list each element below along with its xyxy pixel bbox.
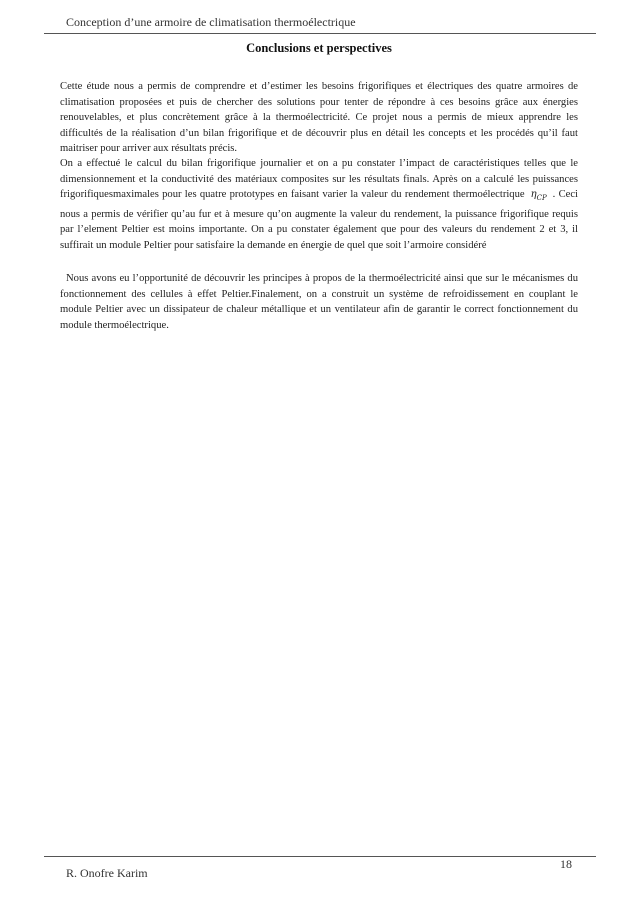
paragraph-2-text-before: On a effectué le calcul du bilan frigorifique journalier et on a pu constater l’impact de caractéristiques telles que le dimensionnement et la conductivité des matériaux composites sur les résultats finals. Après on a calculé les puissances frigorifiquesmaximales pour les quatre prototypes en faisant varier la valeur du rendement thermoélectrique bbox=[60, 158, 578, 201]
paragraph-1: Cette étude nous a permis de comprendre et d’estimer les besoins frigorifiques et électriques des quatre armoires de climatisation proposées et puis de chercher des solutions pour tenter de répondre à ces besoins grâce aux énergies renouvelables, et plus concrètement grâce à la thermoélectricité. Ce projet nous a permis de mieux apprendre les difficultés de la réalisation d’un bilan frigorifique et de découvrir plus en détail les concepts et les procédés qu’il faut maitriser pour arriver aux résultats précis. bbox=[60, 81, 578, 155]
page-number: 18 bbox=[560, 857, 572, 871]
efficiency-symbol-subscript: CP bbox=[536, 194, 547, 203]
header-divider bbox=[44, 33, 596, 34]
paragraph-2 bbox=[60, 156, 578, 254]
footer-divider bbox=[44, 856, 596, 857]
footer-author: R. Onofre Karim bbox=[66, 866, 148, 880]
efficiency-symbol bbox=[525, 189, 553, 203]
paragraph-2-text-after: . Ceci nous a permis de vérifier qu’au fur et à mesure qu’on augmente la valeur du rendement, la puissance frigorifique requis par l’element Peltier est moins importante. On a pu constater également que pour des valeurs du rendement 2 et 3, il suffirait un module Peltier pour satisfaire la demande en énergie de quel que soit l’armoire considéré bbox=[60, 189, 579, 251]
running-header: Conception d’une armoire de climatisation thermoélectrique bbox=[66, 15, 356, 29]
efficiency-symbol-letter: η bbox=[530, 189, 537, 201]
paragraph-3: Nous avons eu l’opportunité de découvrir les principes à propos de la thermoélectricité ainsi que sur le mécanismes du fonctionnement des cellules à effet Peltier.Finalement, on a construit un système de refroidissement en couplant le module Peltier avec un dissipateur de chaleur métallique et un ventilateur afin de garantir le correct fonctionnement du module thermoélectrique. bbox=[60, 273, 578, 331]
section-title: Conclusions et perspectives bbox=[246, 41, 392, 55]
